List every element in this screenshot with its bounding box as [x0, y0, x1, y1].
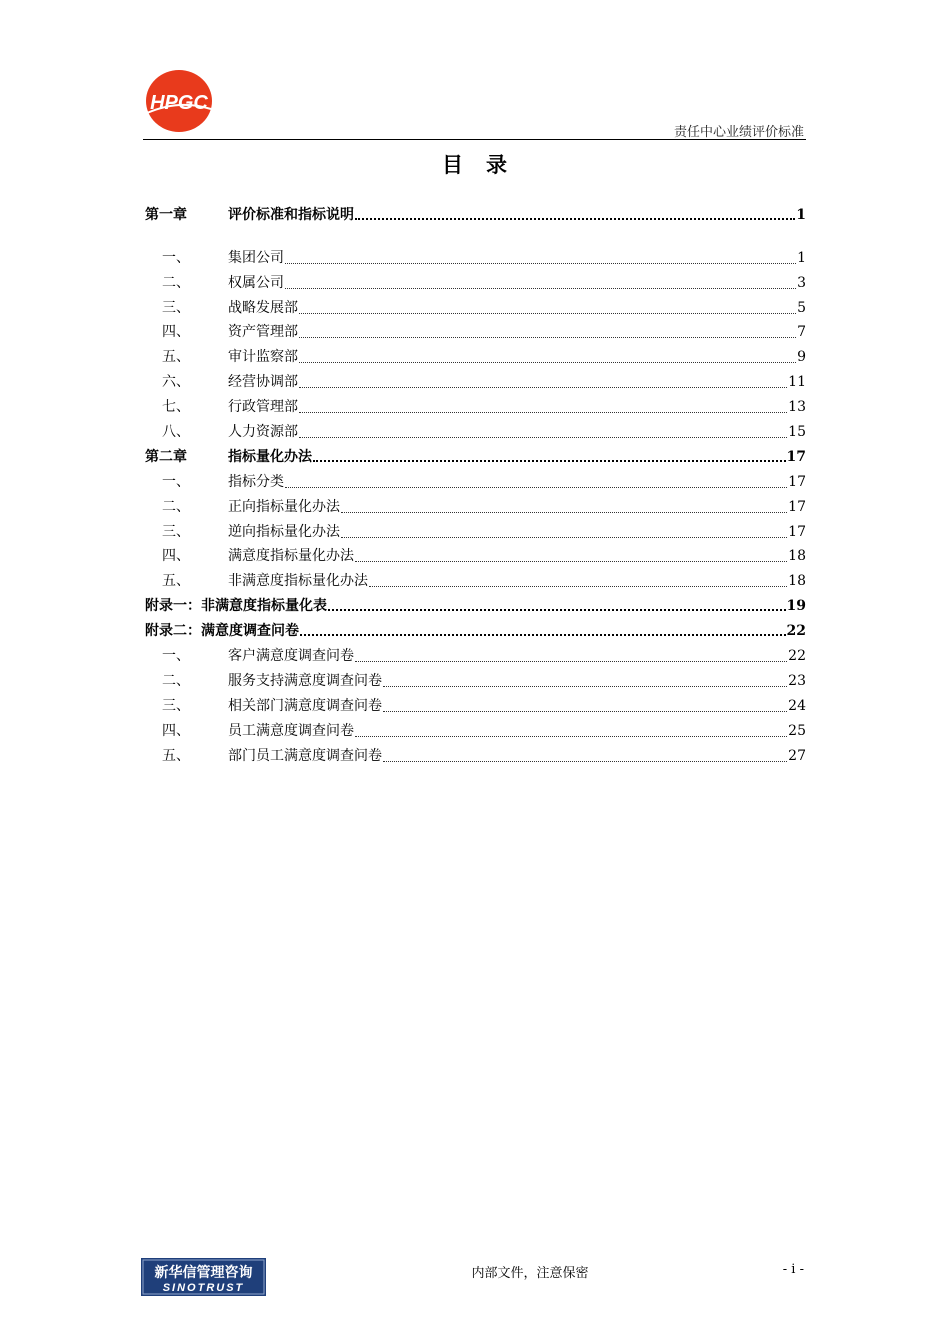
hpgc-logo-text: HPGC — [150, 92, 208, 114]
toc-entry[interactable] — [145, 665, 806, 690]
toc-entry-number: 六、 — [162, 374, 190, 391]
toc-dot-leader — [285, 477, 787, 488]
toc-entry-label: 逆向指标量化办法 — [228, 523, 340, 540]
toc-entry-number: 七、 — [162, 399, 190, 416]
toc-entry-number: 五、 — [162, 747, 190, 764]
toc-entry-label: 行政管理部 — [228, 399, 298, 416]
toc-entry[interactable] — [145, 391, 806, 416]
toc-entry-number: 一、 — [162, 249, 190, 266]
toc-entry-label: 附录二：满意度调查问卷 — [145, 623, 299, 640]
toc-entry-page: 1 — [797, 249, 806, 266]
toc-entry-page: 1 — [796, 206, 806, 223]
toc-entry[interactable] — [145, 740, 806, 765]
toc-entry[interactable] — [145, 292, 806, 317]
toc-entry-label: 正向指标量化办法 — [228, 498, 340, 515]
table-of-contents — [145, 199, 806, 765]
toc-entry-number: 五、 — [162, 349, 190, 366]
toc-entry-page: 5 — [797, 299, 806, 316]
toc-dot-leader — [285, 278, 796, 289]
toc-entry[interactable] — [145, 715, 806, 740]
toc-entry-label: 附录一：非满意度指标量化表 — [145, 598, 327, 615]
toc-entry-page: 18 — [788, 548, 806, 565]
toc-entry-page: 17 — [788, 498, 806, 515]
sinotrust-logo-cn: 新华信管理咨询 — [154, 1265, 253, 1281]
toc-title: 目 录 — [442, 152, 508, 177]
toc-dot-leader — [299, 303, 796, 314]
toc-entry-page: 24 — [788, 697, 806, 714]
toc-entry-page: 9 — [797, 349, 806, 366]
toc-entry[interactable] — [145, 491, 806, 516]
toc-dot-leader — [313, 450, 786, 462]
toc-dot-leader — [299, 427, 787, 438]
toc-entry[interactable] — [145, 590, 806, 615]
toc-entry[interactable] — [145, 317, 806, 342]
toc-entry-page: 17 — [788, 523, 806, 540]
toc-entry[interactable] — [145, 690, 806, 715]
toc-dot-leader — [299, 352, 796, 363]
toc-entry-label: 战略发展部 — [228, 299, 298, 316]
toc-entry-label: 评价标准和指标说明 — [228, 206, 354, 223]
toc-entry-page: 11 — [788, 374, 806, 391]
toc-entry-number: 二、 — [162, 498, 190, 515]
footer-confidential-note: 内部文件，注意保密 — [471, 1266, 589, 1281]
toc-entry[interactable] — [145, 199, 806, 224]
toc-entry-number: 第一章 — [145, 206, 187, 223]
toc-dot-leader — [341, 527, 787, 538]
toc-dot-leader — [383, 751, 787, 762]
toc-entry-number: 四、 — [162, 548, 190, 565]
toc-entry-page: 19 — [786, 598, 806, 615]
toc-entry[interactable] — [145, 541, 806, 566]
toc-entry-page: 13 — [788, 399, 806, 416]
hpgc-logo — [145, 69, 213, 133]
toc-entry-label: 客户满意度调查问卷 — [228, 648, 354, 665]
toc-entry-label: 审计监察部 — [228, 349, 298, 366]
toc-entry-label: 员工满意度调查问卷 — [228, 722, 354, 739]
toc-entry-page: 27 — [788, 747, 806, 764]
toc-dot-leader — [300, 624, 786, 636]
sinotrust-logo-en: SINOTRUST — [162, 1282, 245, 1294]
toc-dot-leader — [299, 327, 796, 338]
toc-entry-label: 人力资源部 — [228, 424, 298, 441]
toc-entry[interactable] — [145, 267, 806, 292]
toc-entry-number: 一、 — [162, 648, 190, 665]
toc-dot-leader — [355, 726, 787, 737]
footer-page-number: - i - — [782, 1262, 804, 1277]
toc-entry-number: 第二章 — [145, 448, 187, 465]
toc-entry-label: 权属公司 — [228, 274, 284, 291]
toc-entry-number: 四、 — [162, 722, 190, 739]
document-header-title: 责任中心业绩评价标准 — [673, 125, 804, 140]
toc-entry-number: 二、 — [162, 672, 190, 689]
toc-entry[interactable] — [145, 615, 806, 640]
header-divider — [143, 139, 806, 140]
toc-entry-page: 22 — [788, 648, 806, 665]
toc-dot-leader — [299, 402, 787, 413]
toc-entry[interactable] — [145, 242, 806, 267]
toc-entry-page: 23 — [788, 672, 806, 689]
toc-entry-number: 五、 — [162, 573, 190, 590]
toc-entry[interactable] — [145, 441, 806, 466]
toc-entry-label: 指标分类 — [228, 473, 284, 490]
toc-entry[interactable] — [145, 366, 806, 391]
toc-entry-number: 四、 — [162, 324, 190, 341]
toc-entry-page: 17 — [786, 448, 806, 465]
toc-entry-page: 17 — [788, 473, 806, 490]
toc-dot-leader — [383, 676, 787, 687]
toc-entry-number: 一、 — [162, 473, 190, 490]
toc-entry-page: 18 — [788, 573, 806, 590]
toc-dot-leader — [369, 576, 787, 587]
toc-dot-leader — [328, 599, 786, 611]
toc-entry-page: 22 — [786, 623, 806, 640]
toc-entry-page: 15 — [788, 424, 806, 441]
toc-entry[interactable] — [145, 416, 806, 441]
toc-entry-page: 25 — [788, 722, 806, 739]
toc-entry-number: 二、 — [162, 274, 190, 291]
toc-entry-page: 3 — [797, 274, 806, 291]
toc-dot-leader — [383, 701, 787, 712]
toc-dot-leader — [285, 253, 796, 264]
toc-entry[interactable] — [145, 341, 806, 366]
toc-entry-label: 部门员工满意度调查问卷 — [228, 747, 382, 764]
toc-dot-leader — [355, 208, 795, 220]
toc-dot-leader — [341, 502, 787, 513]
toc-dot-leader — [299, 377, 787, 388]
toc-entry-label: 服务支持满意度调查问卷 — [228, 672, 382, 689]
toc-entry-number: 三、 — [162, 523, 190, 540]
toc-entry-label: 非满意度指标量化办法 — [228, 573, 368, 590]
toc-entry-label: 经营协调部 — [228, 374, 298, 391]
toc-entry-label: 满意度指标量化办法 — [228, 548, 354, 565]
toc-entry-number: 三、 — [162, 299, 190, 316]
toc-entry-label: 相关部门满意度调查问卷 — [228, 697, 382, 714]
toc-entry-number: 八、 — [162, 424, 190, 441]
toc-entry[interactable] — [145, 640, 806, 665]
toc-entry-page: 7 — [797, 324, 806, 341]
toc-entry-label: 指标量化办法 — [228, 448, 312, 465]
toc-entry[interactable] — [145, 565, 806, 590]
toc-entry-label: 资产管理部 — [228, 324, 298, 341]
toc-dot-leader — [355, 551, 787, 562]
toc-entry-label: 集团公司 — [228, 249, 284, 266]
toc-entry-number: 三、 — [162, 697, 190, 714]
toc-entry[interactable] — [145, 466, 806, 491]
toc-dot-leader — [355, 651, 787, 662]
toc-entry[interactable] — [145, 516, 806, 541]
